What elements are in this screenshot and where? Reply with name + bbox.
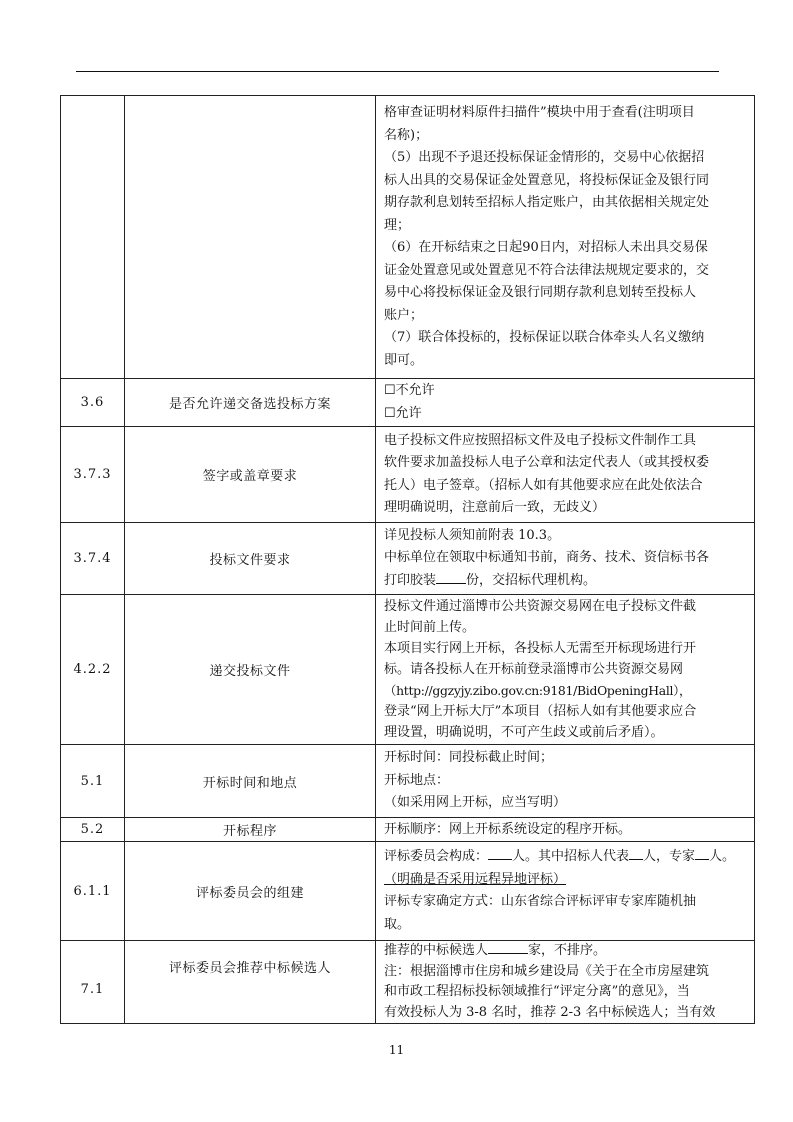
description-line: （5）出现不予退还投标保证金情形的，交易中心依据招 <box>384 150 705 165</box>
description-line: （6）在开标结束之日起90日内，对招标人未出具交易保 <box>384 240 708 255</box>
description-line: 标。请各投标人在开标前登录淄博市公共资源交易网 <box>384 662 684 677</box>
fill-in-blank-total[interactable] <box>488 847 512 860</box>
clause-item: 开标程序 <box>125 818 376 842</box>
description-line: 理； <box>384 217 411 233</box>
table-row <box>61 379 755 427</box>
text-fragment: 份，交招标代理机构。 <box>466 572 597 588</box>
description-line: 账户； <box>384 307 424 323</box>
fill-in-blank-candidates[interactable] <box>488 941 528 954</box>
description-line: 开标时间：同投标截止时间； <box>384 750 554 766</box>
clause-item: 递交投标文件 <box>125 595 376 745</box>
description-line: 开标顺序：网上开标系统设定的程序开标。 <box>384 821 632 837</box>
table-row <box>61 427 755 523</box>
clause-number: 5.1 <box>61 745 125 818</box>
table-row-continuation <box>61 96 755 379</box>
checkbox-allowed[interactable]: ☐允许 <box>384 405 422 421</box>
clause-item: 评标委员会的组建 <box>125 842 376 941</box>
description-line: 和市政工程招标投标领域推行“评定分离”的意见》，当 <box>384 984 690 999</box>
description-line: （如采用网上开标，应当写明） <box>384 795 567 811</box>
clause-item <box>125 96 376 379</box>
table-row <box>61 941 755 1024</box>
clause-item: 投标文件要求 <box>125 523 376 595</box>
description-line: 本项目实行网上开标，各投标人无需至开标现场进行开 <box>384 641 697 656</box>
description-line: 名称)； <box>384 127 429 143</box>
committee-composition-line <box>384 846 748 869</box>
header-rule <box>76 71 719 72</box>
text-fragment: 推荐的中标候选人 <box>384 943 489 958</box>
clause-description <box>376 818 755 842</box>
clause-description <box>376 96 755 379</box>
fill-in-blank-copies[interactable] <box>436 571 466 584</box>
description-line: 证金处置意见或处置意见不符合法律法规规定要求的，交 <box>384 262 710 278</box>
text-fragment: 家，不排序。 <box>528 943 607 958</box>
table-row <box>61 842 755 941</box>
opening-hall-url[interactable]: （http://ggzyjy.zibo.gov.cn:9181/BidOpeningHall）， <box>384 683 692 698</box>
description-line <box>384 941 748 962</box>
page-number: 11 <box>388 1043 405 1057</box>
description-line: 投标文件通过淄博市公共资源交易网在电子投标文件截 <box>384 599 697 614</box>
description-line: 止时间前上传。 <box>384 620 476 635</box>
table-row <box>61 745 755 818</box>
clause-description <box>376 427 755 523</box>
description-line: 开标地点： <box>384 772 450 788</box>
description-line: 评标专家确定方式：山东省综合评标评审专家库随机抽 <box>384 894 697 909</box>
description-line: 登录“网上开标大厅”本项目（招标人如有其他要求应合 <box>384 704 697 719</box>
clause-number: 4.2.2 <box>61 595 125 745</box>
description-line: 有效投标人为 3-8 名时，推荐 2-3 名中标候选人；当有效 <box>384 1004 716 1020</box>
clause-description <box>376 941 755 1024</box>
table-row <box>61 523 755 595</box>
description-line: 托人）电子签章。（招标人如有其他要求应在此处依法合 <box>384 477 703 493</box>
description-line: 期存款利息划转至招标人指定账户，由其依据相关规定处 <box>384 195 710 210</box>
description-line: 注：根据淄博市住房和城乡建设局《关于在全市房屋建筑 <box>384 963 710 979</box>
clause-description <box>376 745 755 818</box>
text-fragment: 人。 <box>709 849 736 864</box>
clause-description <box>376 595 755 745</box>
clause-item: 评标委员会推荐中标候选人 <box>125 941 376 1024</box>
clause-number: 3.6 <box>61 379 125 427</box>
description-line: 理明确说明，注意前后一致，无歧义） <box>384 500 606 515</box>
description-line: 理设置，明确说明，不可产生歧义或前后矛盾）。 <box>384 725 664 740</box>
description-line: 取。 <box>384 916 411 932</box>
clause-description <box>376 842 755 941</box>
description-line: 详见投标人须知前附表 10.3。 <box>384 527 561 543</box>
table-row <box>61 818 755 842</box>
description-line: 标人出具的交易保证金处置意见，将投标保证金及银行同 <box>384 172 710 188</box>
text-fragment: 评标委员会构成： <box>384 849 489 864</box>
clause-number <box>61 96 125 379</box>
description-line: （7）联合体投标的，投标保证以联合体牵头人名义缴纳 <box>384 330 705 345</box>
clause-number: 7.1 <box>61 941 125 1024</box>
clause-item: 是否允许递交备选投标方案 <box>125 379 376 427</box>
checkbox-not-allowed[interactable]: ☐不允许 <box>384 383 435 398</box>
text-fragment: 人。其中招标人代表 <box>512 849 630 864</box>
fill-in-blank-representatives[interactable] <box>629 847 643 860</box>
bid-instructions-table <box>60 95 755 1024</box>
text-fragment: 打印胶装 <box>384 572 437 588</box>
description-line: 格审查证明材料原件扫描件”模块中用于查看(注明项目 <box>384 105 695 120</box>
clause-number: 6.1.1 <box>61 842 125 941</box>
description-line: 易中心将投标保证金及银行同期存款利息划转至投标人 <box>384 285 697 300</box>
description-line: 中标单位在领取中标通知书前，商务、技术、资信标书各 <box>384 550 710 566</box>
clause-item: 开标时间和地点 <box>125 745 376 818</box>
description-line <box>384 570 748 593</box>
description-line: 即可。 <box>384 352 424 368</box>
clause-description <box>376 379 755 427</box>
fill-in-blank-experts[interactable] <box>695 847 709 860</box>
remote-evaluation-note: （明确是否采用远程异地评标） <box>384 871 567 887</box>
description-line: 电子投标文件应按照招标文件及电子投标文件制作工具 <box>384 432 697 448</box>
description-line: 软件要求加盖投标人电子公章和法定代表人（或其授权委 <box>384 455 710 470</box>
clause-number: 5.2 <box>61 818 125 842</box>
clause-item: 签字或盖章要求 <box>125 427 376 523</box>
clause-description <box>376 523 755 595</box>
clause-number: 3.7.4 <box>61 523 125 595</box>
clause-number: 3.7.3 <box>61 427 125 523</box>
table-row <box>61 595 755 745</box>
text-fragment: 人，专家 <box>643 849 696 864</box>
